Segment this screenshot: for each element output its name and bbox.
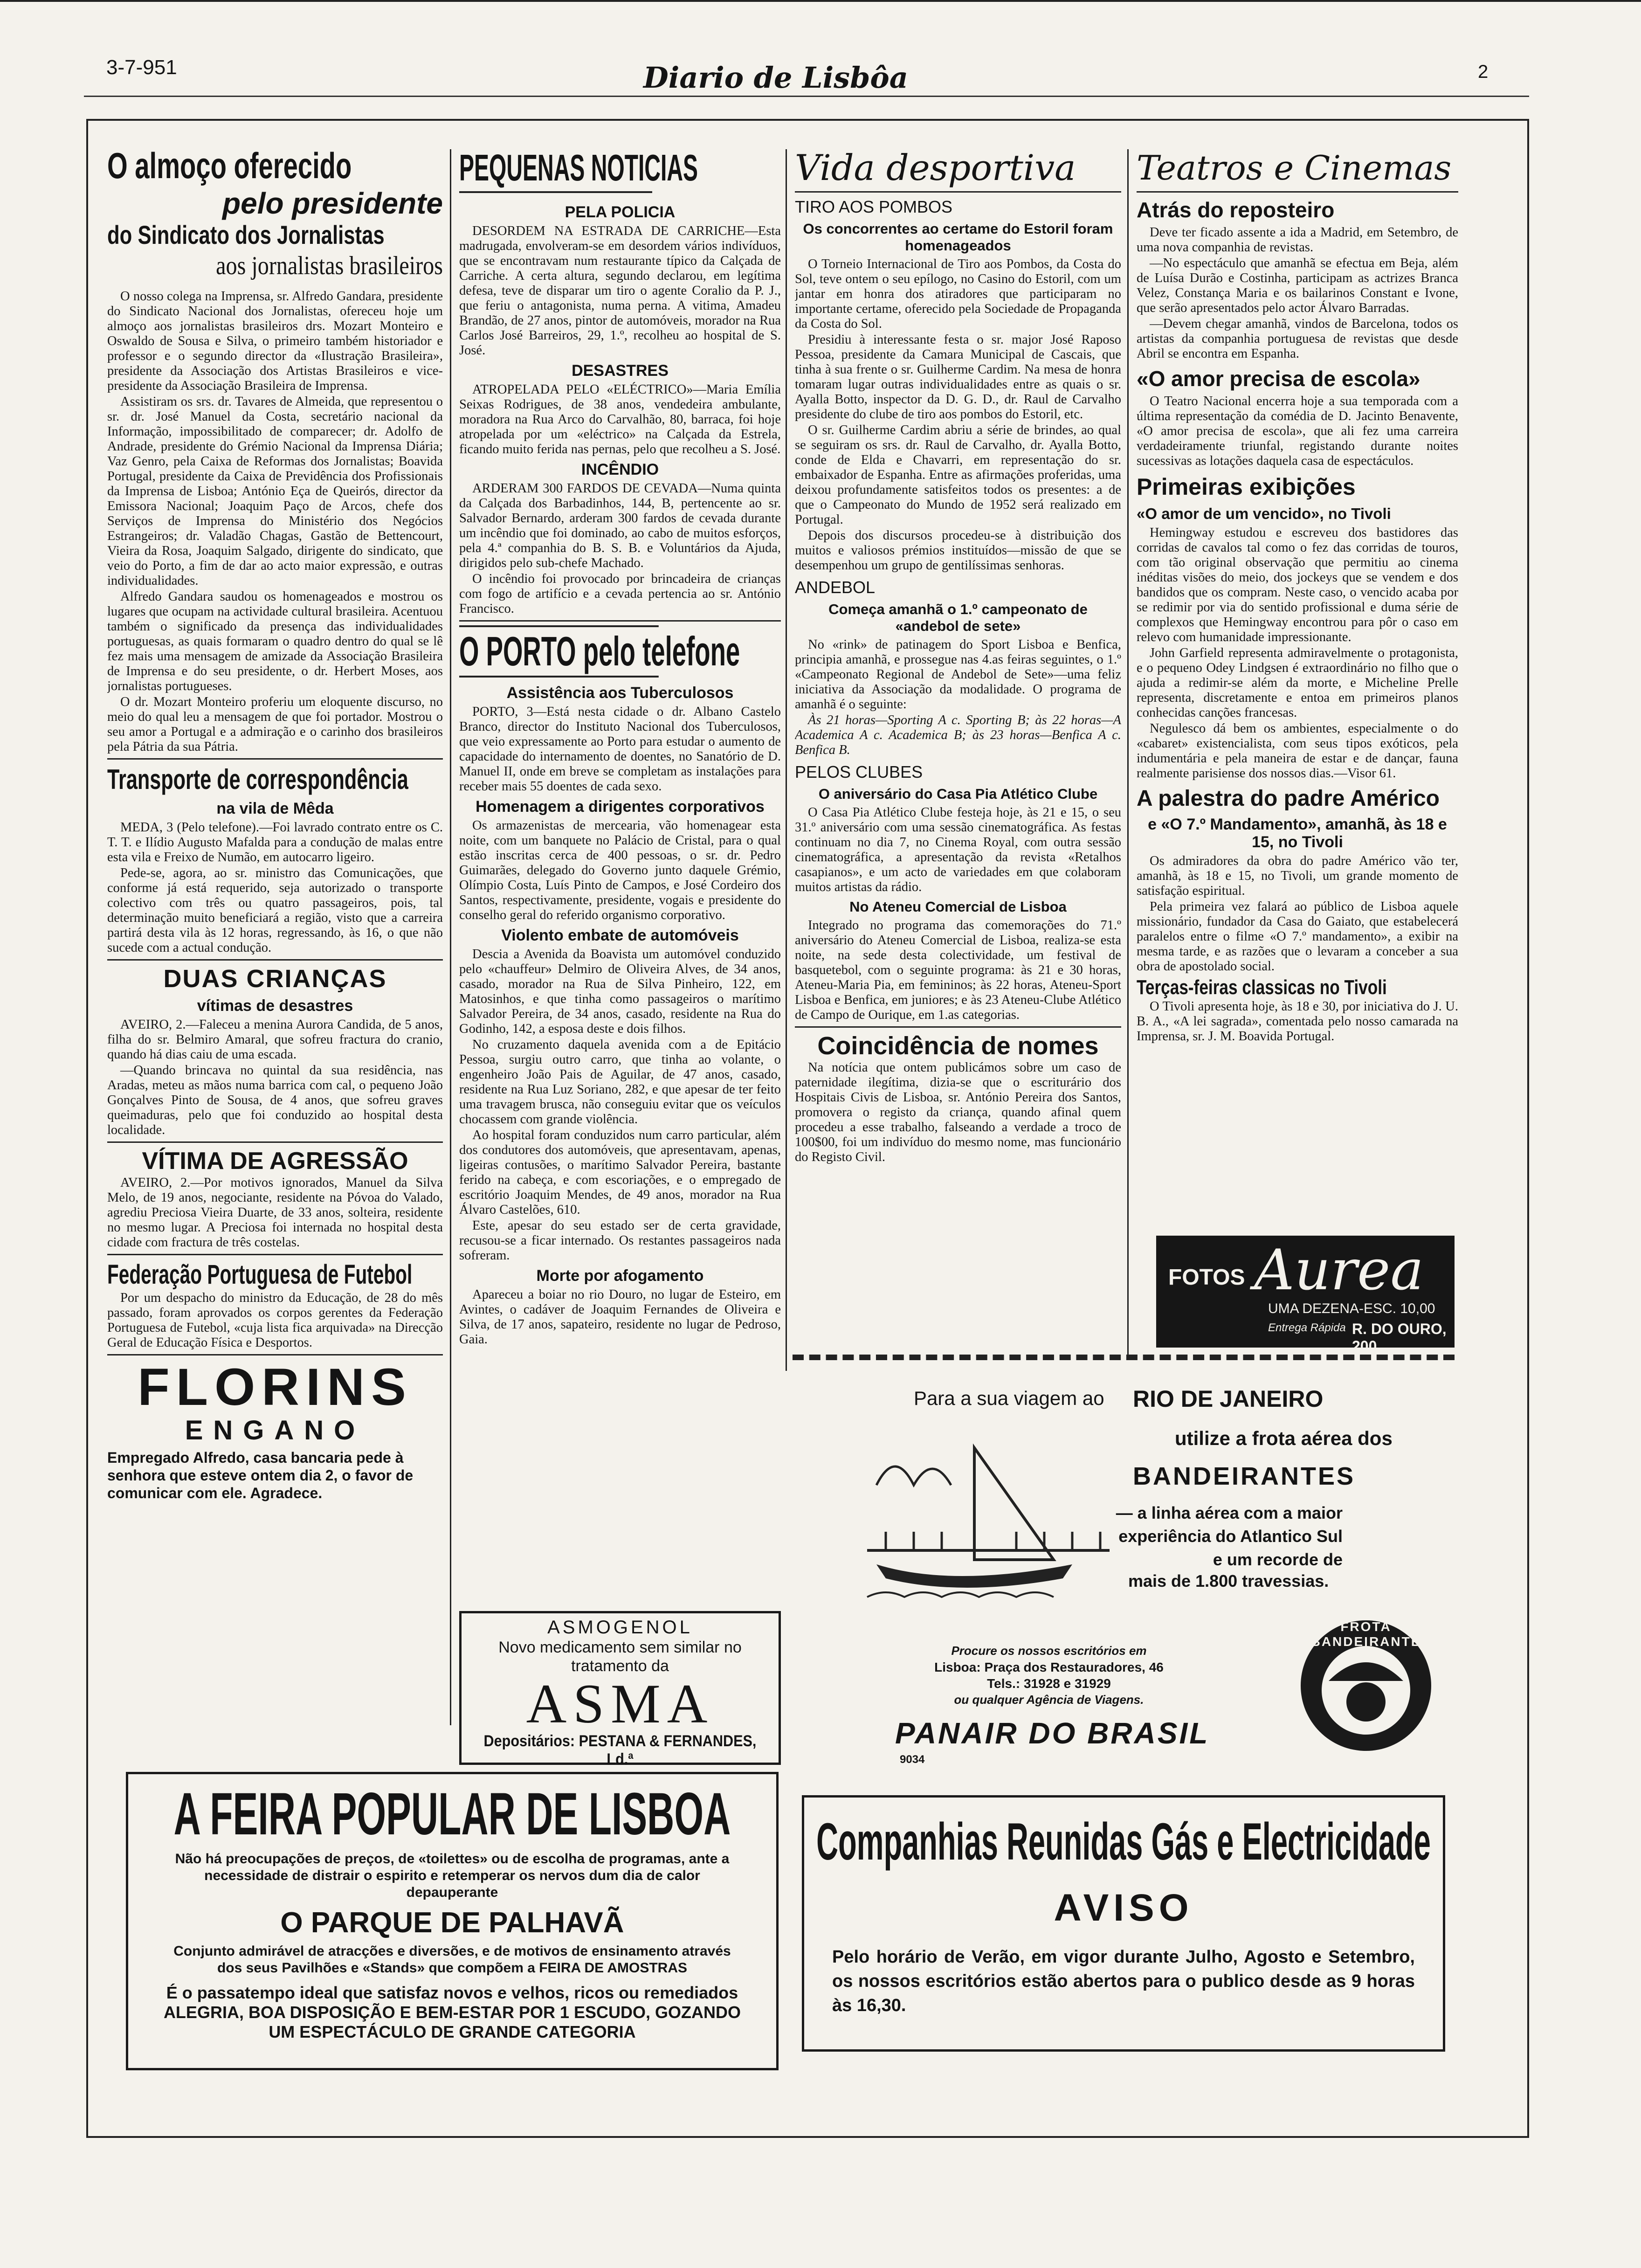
tercas-body — [1137, 999, 1458, 1044]
embate-paragraph: No cruzamento daquela avenida com a de Epitácio Pessoa, surgiu outro carro, que tinha ao volante, o engenheiro João Pais de Aguilar, de 47 anos, casado, residente na Rua Luz Soriano, 282, e que apesar de ter feito uma travagem brusca, não conseguiu evitar que os veículos chocassem com grande violência. — [459, 1037, 781, 1127]
boat-hull — [876, 1564, 1072, 1588]
transporte-headline: Transporte de correspondência — [107, 764, 408, 795]
separator-rule — [107, 1254, 443, 1255]
andebol-body — [795, 637, 1121, 758]
policia-label: PELA POLICIA — [565, 203, 676, 221]
feira-popular-ad — [126, 1772, 779, 2070]
tuberculosos-title: Assistência aos Tuberculosos — [506, 684, 734, 702]
feira-text2: Conjunto admirável de atracções e diversões, e de motivos de ensinamento através dos seus Pavilhões e «Stands» que compõem a FEIRA DE AMOSTRAS — [173, 1943, 731, 1976]
primeiras-title: Primeiras exibições — [1137, 474, 1356, 500]
florins-body: Empregado Alfredo, casa bancaria pede à senhora que esteve ontem dia 2, o favor de comunicar com ele. Agradece. — [107, 1449, 414, 1501]
andebol-paragraph: Às 21 horas—Sporting A c. Sporting B; às 22 horas—A Academica A c. Academica B; às 23 horas—Benfica A c. Benfica B. — [795, 713, 1121, 757]
balustrade-posts — [886, 1532, 1100, 1550]
asmogenol-brand: ASMOGENOL — [547, 1617, 693, 1638]
federacao-body — [107, 1291, 443, 1350]
coincidencia-body — [795, 1060, 1121, 1165]
gas-title: Companhias Reunidas Gás e Electricidade — [816, 1812, 1431, 1871]
tercas-paragraph: O Tivoli apresenta hoje, às 18 e 30, por iniciativa do J. U. B. A., «A lei sagrada», comentada pelo nosso camarada na Imprensa, sr. J. M. Boavida Portugal. — [1137, 999, 1458, 1044]
vencido-body — [1137, 526, 1458, 781]
panair-offices-1: Procure os nossos escritórios em — [951, 1644, 1147, 1658]
mandamento-title: e «O 7.º Mandamento», amanhã, às 18 e 15, no Tivoli — [1148, 816, 1447, 851]
waves — [867, 1592, 1054, 1597]
porto-headline: O PORTO pelo telefone — [459, 625, 659, 678]
casapia-body — [795, 805, 1121, 895]
federacao-headline: Federação Portuguesa de Futebol — [107, 1259, 413, 1290]
separator-rule — [795, 191, 1121, 193]
column-divider-1 — [450, 149, 451, 1725]
desastres-label: DESASTRES — [572, 362, 669, 380]
bandeirante-face — [1346, 1682, 1386, 1722]
panair-brand: PANAIR DO BRASIL — [895, 1716, 1210, 1750]
federacao-paragraph: Por um despacho do ministro da Educação, de 28 do mês passado, foram aprovados os corpos gerentes da Federação Portuguesa de Futebol, «cuja lista fica arquivada» na Direcção Geral de Educação Física e Desportos. — [107, 1291, 443, 1350]
transporte-paragraph: MEDA, 3 (Pelo telefone).—Foi lavrado contrato entre os C. T. T. e Ilídio Augusto Mafalda para a condução de malas entre esta vila e Freixo de Numão, em autocarro ligeiro. — [107, 820, 443, 864]
andebol-paragraph: No «rink» de patinagem do Sport Lisboa e Benfica, principia amanhã, e prossegue nas 4.as feiras seguintes, o 1.º «Campeonato Regional de Andebol de Sete»—uma feliz iniciativa da Associação da modalidade. O programa de amanhã é o seguinte: — [795, 637, 1121, 712]
criancas-headline: DUAS CRIANÇAS — [163, 965, 387, 993]
page-number: 2 — [1478, 62, 1489, 82]
embate-title: Violento embate de automóveis — [501, 927, 739, 944]
asmogenol-line: Novo medicamento sem similar no tratamento da — [498, 1639, 742, 1675]
separator-rule — [459, 620, 781, 622]
incendio-paragraph: O incêndio foi provocado por brincadeira de crianças com fogo de artifício e a cevada pertencia ao sr. António Francisco. — [459, 572, 781, 616]
tuberculosos-body — [459, 705, 781, 794]
panair-line1-dest: RIO DE JANEIRO — [1133, 1386, 1324, 1412]
column-divider-3 — [1127, 149, 1129, 1357]
separator-rule — [107, 1354, 443, 1355]
transporte-paragraph: Pede-se, agora, ao sr. ministro das Comunicações, que conforme já está requerido, seja autorizado o transporte colectivo com três ou quatro passageiros, pois, tal determinação muito beneficiará a região, visto que a carreira partirá desta vila às 12 horas, regressando, às 16, o que não sucede com a actual condução. — [107, 866, 443, 955]
feira-subtitle: O PARQUE DE PALHAVÃ — [280, 1907, 624, 1939]
masthead-title: Diario de Lisbôa — [643, 61, 908, 95]
separator-rule — [795, 1026, 1121, 1028]
column-1 — [107, 145, 443, 1763]
tiro-label: TIRO AOS POMBOS — [795, 197, 953, 216]
amor-paragraph: O Teatro Nacional encerra hoje a sua temporada com a última representação da comédia de D. Jacinto Benavente, «O amor precisa de escola», que ali fez uma carreira verdadeiramente triunfal, registando durante noites sucessivas as lotações daquela casa de espectáculos. — [1137, 394, 1458, 468]
frota-bandeirante-text: FROTA BANDEIRANTE — [1310, 1619, 1421, 1649]
panair-line5: mais de 1.800 travessias. — [1128, 1571, 1329, 1590]
tuberculosos-paragraph: PORTO, 3—Está nesta cidade o dr. Albano Castelo Branco, director do Instituto Nacional dos Tuberculosos, que veio expressamente ao Porto para estudar o aumento de capacidade do internamento de doentes, no Sanatório de D. Manuel II, onde em breve se completam as instalações para receber mais 55 doentes de cada sexo. — [459, 705, 781, 794]
homenagem-body — [459, 818, 781, 923]
criancas-subhead: vítimas de desastres — [197, 997, 353, 1015]
reposteiro-title: Atrás do reposteiro — [1137, 198, 1335, 222]
tiro-title: Os concorrentes ao certame do Estoril foram homenageados — [803, 221, 1113, 254]
asmogenol-ad — [459, 1611, 781, 1768]
ateneu-paragraph: Integrado no programa das comemorações do 71.º aniversário do Ateneu Comercial de Lisboa, realiza-se esta noite, na sede desta colectividade, um festival de basquetebol, com o seguinte programa: às 21 e 30 horas, Ateneu-Maria Pia, em femininos; às 22 horas, Ateneu-Sport Lisboa e Benfica, em juniores; e às 23 Ateneu-Clube Atlético de Campo de Ourique, em 1.as categorias. — [795, 918, 1121, 1022]
tiro-paragraph: O sr. Guilherme Cardim abriu a série de brindes, ao qual se seguiram os srs. dr. Raul de Carvalho, dr. Ayalla Botto, conde de Elda e Chavarri, em representação do sr. embaixador de Espanha. Entre as afirmações proferidas, uma deixou profundamente satisfeitos todos os presentes: a de que o Campeonato do Mundo de 1952 será realizado em Portugal. — [795, 423, 1121, 527]
separator-rule — [107, 758, 443, 760]
afogamento-paragraph: Apareceu a boiar no rio Douro, no lugar de Esteiro, em Avintes, o cadáver de Joaquim Fernandes de Oliveira e Silva, de 17 anos, sapateiro, residente no lugar de Pedroso, Gaia. — [459, 1287, 781, 1347]
boat-illustration — [858, 1411, 1119, 1606]
vida-desportiva-headline: Vida desportiva — [795, 147, 1076, 188]
tiro-paragraph: O Torneio Internacional de Tiro aos Pombos, da Costa do Sol, teve ontem o seu epílogo, no Casino do Estoril, com um jantar em honra dos atiradores que participaram no importante certame, oferecido pela Sociedade de Propaganda da Costa do Sol. — [795, 257, 1121, 331]
amor-title: «O amor precisa de escola» — [1137, 366, 1420, 391]
embate-paragraph: Descia a Avenida da Boavista um automóvel conduzido pelo «chauffeur» Delmiro de Oliveira Alves, de 34 anos, casado, morador na Rua de Silva Pinheiro, 122, em Matosinhos, e que tinha como passageiros o marítimo Salvador Pereira, de 34 anos, casado, residente na Rua do Godinho, 142, a esposa deste e dois filhos. — [459, 947, 781, 1036]
panair-offices-2: Lisboa: Praça dos Restauradores, 46 — [934, 1660, 1164, 1674]
vencido-paragraph: John Garfield representa admiravelmente o protagonista, e o pequeno Odey Lindgsen é extraordinário no filho que o ajuda a redimir-se além da morte, e Micheline Prelle representa, discretamente e entoa em primeiros planos conhecidas canções francesas. — [1137, 646, 1458, 720]
florins-subtitle: ENGANO — [185, 1415, 365, 1445]
transporte-subhead: na vila de Mêda — [216, 800, 334, 817]
column-4 — [1137, 145, 1458, 1231]
incendio-paragraph: ARDERAM 300 FARDOS DE CEVADA—Numa quinta da Calçada dos Barbadinhos, 144, B, pertencente ao sr. Salvador Bernardo, arderam 300 fardos de cevada durante um incêndio que foi dominado, ao cabo de muitos esforços, pela 4.ª companhia do B. S. B. e Voluntários da Ajuda, dirigidos pelo sub-chefe Machado. — [459, 481, 781, 570]
amor-body — [1137, 394, 1458, 469]
reposteiro-paragraph: —No espectáculo que amanhã se efectua em Beja, além de Luísa Durão e Costinha, participam as actrizes Branca Velez, Constança Maria e os bailarinos Constant e Ivone, que serão apresentados pelo actor Álvaro Barradas. — [1137, 256, 1458, 315]
tiro-paragraph: Presidiu à interessante festa o sr. major José Raposo Pessoa, presidente da Camara Municipal de Cascais, que tinha à sua frente o sr. Guilherme Cardim. Na mesa de honra tomaram lugar outras individualidades entre as quais o sr. Ayalla Botto, inspector da D. G. D., dr. Raul de Carvalho presidente do clube de tiro aos pombos do Estoril, etc. — [795, 332, 1121, 422]
ateneu-body — [795, 918, 1121, 1023]
tercas-title: Terças-feiras classicas no Tivoli — [1137, 976, 1387, 999]
teatros-headline: Teatros e Cinemas — [1137, 148, 1452, 187]
fotos-line: UMA DEZENA-ESC. 10,00 — [1268, 1301, 1435, 1316]
feira-text4: ALEGRIA, BOA DISPOSIÇÃO E BEM-ESTAR POR 1 ESCUDO, GOZANDO UM ESPECTÁCULO DE GRANDE CATEGORIA — [163, 2003, 741, 2041]
reposteiro-body — [1137, 225, 1458, 361]
agressao-headline: VÍTIMA DE AGRESSÃO — [142, 1148, 408, 1175]
coincidencia-title: Coincidência de nomes — [817, 1032, 1099, 1060]
almoco-paragraph: Assistiram os srs. dr. Tavares de Almeida, que representou o sr. dr. José Manuel da Costa, secretário nacional da Informação, impossibilitado de comparecer; dr. Adolfo de Andrade, presidente do Grémio Nacional da Imprensa Diária; Vaz Genro, pela Caixa de Reformas dos Jornalistas; Boavida Portugal, presidente da Caixa de Previdência dos Profissionais da Imprensa de Lisboa; António Eça de Queirós, director da Emissora Nacional; Joaquim Paço de Arcos, chefe dos Serviços de Imprensa do Ministério dos Negócios Estrangeiros; dr. Valadão Chagas, Gastão de Bettencourt, Vieira da Rosa, Joaquim Salgado, dirigente do sindicato, que veio do Porto, a fim de dar ao acto maior expressão, e outras individualidades. — [107, 394, 443, 588]
panair-offices-4: ou qualquer Agência de Viagens. — [954, 1693, 1144, 1707]
almoco-headline-4: aos jornalistas brasileiros — [216, 251, 443, 280]
panair-line4: — a linha aérea com a maior experiência do Atlantico Sul e um recorde de — [1116, 1503, 1343, 1569]
policia-paragraph: DESORDEM NA ESTRADA DE CARRICHE—Esta madrugada, envolveram-se em desordem vários indivíduos, que se encontravam num restaurante típico da Calçada de Carriche. A certa altura, segundo declarou, em legítima defesa, teve de disparar um tiro o agente Coralio da P. J., que feriu o antagonista, numa perna. A vitima, Amadeu Brandão, de 27 anos, pintor de automóveis, morador na Rua Carlos José Barreiros, 29, 1.º, recolheu ao hospital de S. José. — [459, 224, 781, 358]
fotos-note: Entrega Rápida — [1268, 1321, 1346, 1334]
coincidencia-paragraph: Na notícia que ontem publicámos sobre um caso de paternidade ilegítima, dizia-se que o escriturário dos Hospitais Civis de Lisboa, sr. António Pereira dos Santos, promovera o registo da criança, quando afinal quem procedeu a esse trabalho, falseando a verdade a troco de 100$00, foi um indivíduo do mesmo nome, mas funcionário do Registo Civil. — [795, 1060, 1121, 1164]
vencido-paragraph: Hemingway estudou e escreveu dos bastidores das corridas de cavalos tal como o fez das corridas de touros, com tão original observação que permitiu ao cinema inéditas visões do meio, dos jockeys que se vendem e dos bandidos que os compram. Neste caso, o vencido acaba por se redimir por via do sentido profissional e duma série de complexos que Hemingway encontrou para pôr o caso em relevo com humanidade impressionante. — [1137, 526, 1458, 644]
afogamento-title: Morte por afogamento — [536, 1267, 704, 1285]
embate-paragraph: Este, apesar do seu estado ser de certa gravidade, recusou-se a ficar internado. Os restantes passageiros nada sofreram. — [459, 1218, 781, 1263]
boat-sail — [974, 1448, 1054, 1560]
dashed-divider — [793, 1355, 1455, 1360]
agressao-body — [107, 1175, 443, 1250]
almoco-headline-3: do Sindicato dos Jornalistas — [107, 220, 385, 249]
palestra-title: A palestra do padre Américo — [1137, 786, 1440, 811]
embate-paragraph: Ao hospital foram conduzidos num carro particular, além dos condutores dos automóveis, que apresentavam, apenas, ligeiras contusões, o marítimo Salvador Pereira, bastante ferido na cabeça, e com escoriações, e o empregado de escritório Joaquim Mendes, de 49 anos, morador na Rua Álvaro Castelões, 610. — [459, 1128, 781, 1217]
desastres-paragraph: ATROPELADA PELO «ELÉCTRICO»—Maria Emília Seixas Rodrigues, de 38 anos, vendedeira ambulante, moradora na Rua Arco do Carvalhão, 80, barraca, foi hoje atropelada por um «eléctrico» na Calçada da Estrela, ficando muito ferida nas pernas, pelo que recolheu a S. José. — [459, 382, 781, 456]
masthead-date: 3-7-951 — [106, 56, 177, 79]
mandamento-body — [1137, 854, 1458, 974]
almoco-headline-2: pelo presidente — [222, 187, 443, 220]
separator-rule — [1137, 191, 1458, 193]
column-3 — [795, 145, 1121, 1362]
almoco-paragraph: O dr. Mozart Monteiro proferiu um eloquente discurso, no meio do qual leu a mensagem de que foi portador. Mostrou o seu amor a Portugal e a admiração e o carinho dos brasileiros pela Pátria da sua Pátria. — [107, 695, 443, 754]
homenagem-title: Homenagem a dirigentes corporativos — [476, 798, 765, 816]
mandamento-paragraph: Os admiradores da obra do padre Américo vão ter, amanhã, às 18 e 15, no Tivoli, um grande momento de satisfação espiritual. — [1137, 854, 1458, 898]
embate-body — [459, 947, 781, 1263]
florins-title: FLORINS — [138, 1358, 413, 1416]
panair-line1-pre: Para a sua viagem ao — [914, 1387, 1104, 1409]
masthead — [0, 0, 1641, 107]
asmogenol-depositarios: Depositários: PESTANA & FERNANDES, Ld.ª — [483, 1732, 757, 1768]
companhias-reunidas-ad — [802, 1795, 1445, 2052]
agressao-paragraph: AVEIRO, 2.—Por motivos ignorados, Manuel da Silva Melo, de 19 anos, negociante, residente na Póvoa do Valado, agrediu Preciosa Vieira Duarte, de 33 anos, solteira, residente no mesmo lugar. A Preciosa foi internada no hospital desta cidade com fractura de três costelas. — [107, 1175, 443, 1250]
column-2 — [459, 145, 781, 1623]
vencido-paragraph: Negulesco dá bem os ambientes, especialmente o do «cabaret» existencialista, com seus tipos exóticos, pela indumentária e pela maneira de estar e de dançar, fauna realmente parisiense dos nossos dias.—Visor 61. — [1137, 721, 1458, 781]
fotos-address: R. DO OURO, 200 — [1352, 1321, 1447, 1355]
incendio-body — [459, 481, 781, 616]
asmogenol-big: ASMA — [526, 1673, 714, 1735]
criancas-paragraph: AVEIRO, 2.—Faleceu a menina Aurora Candida, de 5 anos, filha do sr. Belmiro Amaral, que sofreu fractura do cranio, quando há dias caiu de uma escada. — [107, 1017, 443, 1062]
fotos-brand: Aurea — [1254, 1238, 1424, 1303]
almoco-paragraph: O nosso colega na Imprensa, sr. Alfredo Gandara, presidente do Sindicato Nacional dos Jornalistas, ofereceu hoje um almoço aos jornalistas brasileiros drs. Mozart Monteiro e Oswaldo de Sousa e Silva, o primeiro também historiador e professor e o segundo director da «Ilustração Brasileira», presidente da Associação dos Artistas Brasileiros e vice-presidente da Associação Brasileira de Imprensa. — [107, 289, 443, 393]
pequenas-noticias-headline: PEQUENAS NOTICIAS — [459, 145, 652, 193]
panair-offices-3: Tels.: 31928 e 31929 — [987, 1676, 1111, 1691]
casapia-paragraph: O Casa Pia Atlético Clube festeja hoje, às 21 e 15, o seu 31.º aniversário com uma sessão cinematográfica. As festas continuam no dia 7, no Cinema Royal, com outra sessão cinematográfica, a apresentação da revista «Retalhos casapianos», e um acto de variedades em que colaboram muitos artistas da rádio. — [795, 805, 1121, 894]
panair-line3: BANDEIRANTES — [1133, 1462, 1356, 1490]
tiro-paragraph: Depois dos discursos procedeu-se à distribuição dos muitos e valiosos prémios instituídos—missão de que se desempenhou um grupo de gentilíssimas senhoras. — [795, 528, 1121, 573]
reposteiro-paragraph: —Devem chegar amanhã, vindos de Barcelona, todos os artistas da companhia portuguesa de revistas que desde Abril se encontra em Espanha. — [1137, 317, 1458, 361]
almoco-headline-1: O almoço oferecido — [107, 145, 352, 186]
gas-text: Pelo horário de Verão, em vigor durante Julho, Agosto e Setembro, os nossos escritórios estão abertos para o publico desde as 9 horas às 16,30. — [832, 1947, 1415, 2015]
masthead-rule — [84, 96, 1529, 97]
homenagem-paragraph: Os armazenistas de mercearia, vão homenagear esta noite, com um banquete no Palácio de Cristal, para o qual estão inscritas cerca de 400 pessoas, o sr. dr. Pedro Guimarães, delegado do Governo junto daquele Grémio, Olímpio Costa, Luís Pinto de Campos, e José Cordeiro dos Santos, respectivamente, presidente, vogais e presidente do conselho geral do referido organismo corporativo. — [459, 818, 781, 922]
feira-title: A FEIRA POPULAR DE LISBOA — [173, 1781, 731, 1847]
ateneu-title: No Ateneu Comercial de Lisboa — [849, 899, 1067, 915]
criancas-body — [107, 1017, 443, 1138]
incendio-label: INCÊNDIO — [581, 461, 659, 478]
trees — [876, 1466, 951, 1485]
top-border-line — [0, 0, 1641, 2]
reposteiro-paragraph: Deve ter ficado assente a ida a Madrid, em Setembro, de uma nova companhia de revistas. — [1137, 225, 1458, 255]
almoco-paragraph: Alfredo Gandara saudou os homenageados e mostrou os lugares que ocupam na actividade cultural brasileira. Acentuou também o significado da presença das individualidades portuguesas, as quais formaram o quadro dentro do qual se lê fez mais uma mensagem de amizade da Associação Brasileira de Imprensa e do seu presidente, o dr. Herbert Moses, aos jornalistas portugueses. — [107, 589, 443, 693]
fotos-aurea-ad — [1156, 1236, 1455, 1355]
almoco-body — [107, 289, 443, 754]
feira-text3: É o passatempo ideal que satisfaz novos e velhos, ricos ou remediados — [166, 1983, 738, 2002]
separator-rule — [107, 1141, 443, 1143]
separator-rule — [107, 959, 443, 961]
criancas-paragraph: —Quando brincava no quintal da sua residência, nas Aradas, meteu as mãos numa barrica com cal, o pequeno João Gonçalves Pinto de Sousa, de 4 anos, que sofreu graves queimaduras, pelo que foi conduzido ao hospital desta localidade. — [107, 1063, 443, 1137]
column-divider-2 — [786, 149, 787, 1371]
feira-text1: Não há preocupações de preços, de «toilettes» ou de escolha de programas, ante a necessidade de distrair o espirito e retemperar os nervos dum dia de calor depauperante — [175, 1851, 730, 1900]
transporte-body — [107, 820, 443, 955]
fotos-label: FOTOS — [1168, 1265, 1245, 1290]
afogamento-body — [459, 1287, 781, 1347]
andebol-label: ANDEBOL — [795, 578, 876, 597]
desastres-body — [459, 382, 781, 457]
panair-line2: utilize a frota aérea dos — [1175, 1427, 1393, 1449]
vencido-title: «O amor de um vencido», no Tivoli — [1137, 505, 1391, 522]
casapia-title: O aniversário do Casa Pia Atlético Clube — [818, 786, 1098, 802]
mandamento-paragraph: Pela primeira vez falará ao público de Lisboa aquele missionário, fundador da Casa do Gaiato, que estabelecerá paralelos entre o filme «O 7.º mandamento», a exibir na mesma tarde, e as razões que o levaram a conceber a sua obra de apostolado social. — [1137, 899, 1458, 974]
policia-body — [459, 224, 781, 358]
panair-code: 9034 — [900, 1753, 925, 1766]
panair-ad — [793, 1364, 1455, 1784]
tiro-body — [795, 257, 1121, 573]
andebol-title: Começa amanhã o 1.º campeonato de «andebol de sete» — [828, 601, 1088, 634]
gas-subtitle: AVISO — [1054, 1887, 1193, 1929]
clubes-label: PELOS CLUBES — [795, 762, 923, 781]
